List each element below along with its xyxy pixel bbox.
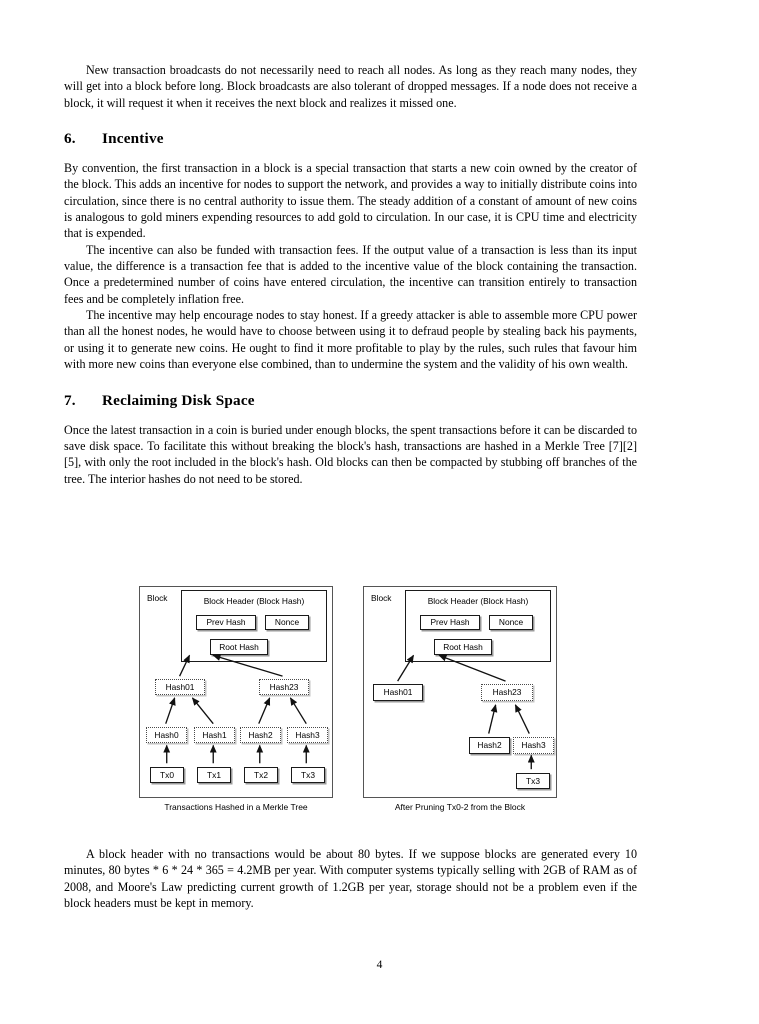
diagram-merkle-tree-pruned xyxy=(363,586,557,798)
hash1-box: Hash1 xyxy=(194,727,235,743)
merkle-tree-figure xyxy=(0,586,759,818)
hash2-box: Hash2 xyxy=(240,727,281,743)
section-title: Reclaiming Disk Space xyxy=(102,391,255,409)
hash2-box: Hash2 xyxy=(469,737,510,754)
prev-hash-box: Prev Hash xyxy=(196,615,256,630)
paragraph-network-intro: New transaction broadcasts do not necessarily need to reach all nodes. As long as they reach many nodes, they will get into a block before long. Block broadcasts are also tolerant of dropped messages. If a node does not receive a block, it will request it when it receives the next block and realizes it missed one. xyxy=(64,63,637,110)
hash23-box: Hash23 xyxy=(259,679,309,695)
figure-caption-left: Transactions Hashed in a Merkle Tree xyxy=(164,802,308,812)
paragraph-incentive-1: By convention, the first transaction in a block is a special transaction that starts a new coin owned by the creator of the block. This adds an incentive for nodes to support the network, and provides a way to initially distribute coins into circulation, since there is no central authority to issue them. The steady addition of a constant of amount of new coins is analogous to gold miners expending resources to add gold to circulation. In our case, it is CPU time and electricity that is expended. xyxy=(64,161,637,241)
hash0-box: Hash0 xyxy=(146,727,187,743)
spacer xyxy=(64,373,637,392)
spacer xyxy=(64,148,637,160)
spacer xyxy=(64,410,637,422)
block-header-title: Block Header (Block Hash) xyxy=(427,596,529,606)
hash01-box: Hash01 xyxy=(373,684,423,701)
paragraph-incentive-2: The incentive can also be funded with transaction fees. If the output value of a transaction is less than its input value, the difference is a transaction fee that is added to the incentive value of the block containing the transaction. Once a predetermined number of coins have entered circulation, the incentive can transition entirely to transaction fees and be completely inflation free. xyxy=(64,242,637,306)
page-content xyxy=(64,62,637,487)
paragraph-incentive-3: The incentive may help encourage nodes to stay honest. If a greedy attacker is able to assemble more CPU power than all the honest nodes, he would have to choose between using it to defraud people by stealing back his payments, or using it to generate new coins. He ought to find it more profitable to play by the rules, such rules that favour him with more new coins than everyone else combined, than to undermine the system and the validity of his own wealth. xyxy=(64,308,637,372)
section-title: Incentive xyxy=(102,130,164,148)
block-label: Block xyxy=(147,593,168,603)
figure-caption-right: After Pruning Tx0-2 from the Block xyxy=(394,802,526,812)
tx3-box: Tx3 xyxy=(516,773,550,789)
nonce-box: Nonce xyxy=(265,615,309,630)
block-header-box xyxy=(405,590,551,662)
prev-hash-box: Prev Hash xyxy=(420,615,480,630)
root-hash-box: Root Hash xyxy=(210,639,268,655)
diagram-merkle-tree-full xyxy=(139,586,333,798)
tx1-box: Tx1 xyxy=(197,767,231,783)
root-hash-box: Root Hash xyxy=(434,639,492,655)
tx3-box: Tx3 xyxy=(291,767,325,783)
section-number: 7. xyxy=(64,391,76,409)
spacer xyxy=(64,111,637,130)
paragraph-storage: A block header with no transactions would be about 80 bytes. If we suppose blocks are generated every 10 minutes, 80 bytes * 6 * 24 * 365 = 4.2MB per year. With computer systems typically selling with 2GB of RAM as of 2008, and Moore's Law predicting current growth of 1.2GB per year, storage should not be a problem even if the block headers must be kept in memory. xyxy=(64,847,637,911)
section-heading-reclaiming-disk-space xyxy=(64,392,637,410)
page-content-tail xyxy=(64,846,637,911)
block-header-title: Block Header (Block Hash) xyxy=(203,596,305,606)
hash3-box: Hash3 xyxy=(513,737,554,754)
section-heading-incentive xyxy=(64,130,637,148)
hash23-box: Hash23 xyxy=(481,684,533,701)
tx0-box: Tx0 xyxy=(150,767,184,783)
tx2-box: Tx2 xyxy=(244,767,278,783)
hash3-box: Hash3 xyxy=(287,727,328,743)
page-number: 4 xyxy=(376,959,383,971)
block-header-box xyxy=(181,590,327,662)
hash01-box: Hash01 xyxy=(155,679,205,695)
block-label: Block xyxy=(371,593,392,603)
nonce-box: Nonce xyxy=(489,615,533,630)
paragraph-reclaiming-1: Once the latest transaction in a coin is buried under enough blocks, the spent transactions before it can be discarded to save disk space. To facilitate this without breaking the block's hash, transactions are hashed in a Merkle Tree [7][2][5], with only the root included in the block's hash. Old blocks can then be compacted by stubbing off branches of the tree. The interior hashes do not need to be stored. xyxy=(64,422,637,486)
section-number: 6. xyxy=(64,130,76,148)
